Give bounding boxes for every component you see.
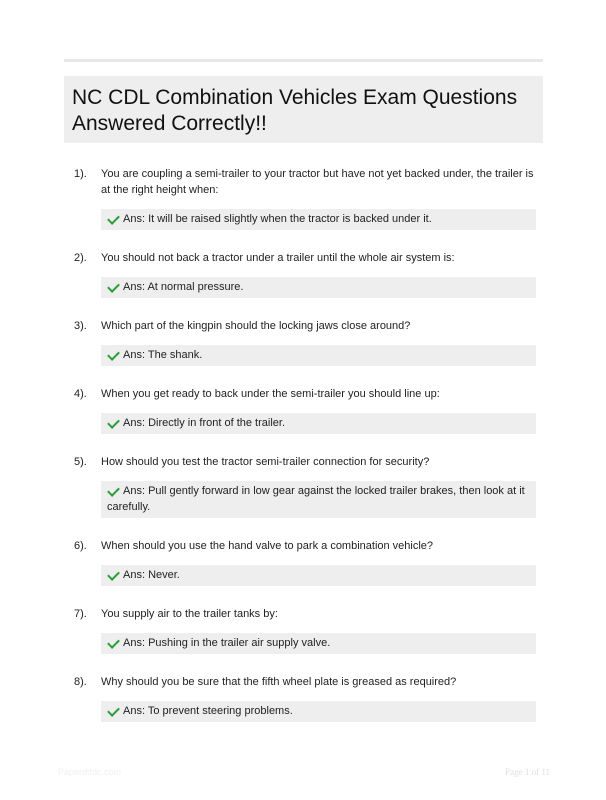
question-text: Why should you be sure that the fifth wheel plate is greased as required?	[101, 676, 457, 688]
document-title: NC CDL Combination Vehicles Exam Questions Answered Correctly!!	[72, 86, 518, 135]
question-text: You are coupling a semi-trailer to your tractor but have not yet backed under, the trailer is at the right height when:	[101, 168, 534, 196]
answer-text: Ans: Pushing in the trailer air supply valve.	[123, 637, 331, 649]
qa-item	[74, 454, 536, 518]
answer-text: Ans: Directly in front of the trailer.	[123, 417, 286, 429]
qa-item	[74, 606, 536, 654]
checkmark-icon	[107, 348, 120, 361]
answer-text: Ans: The shank.	[123, 349, 203, 361]
question-text: You should not back a tractor under a trailer until the whole air system is:	[101, 252, 455, 264]
question-text: When you get ready to back under the semi-trailer you should line up:	[101, 388, 440, 400]
question-text: When should you use the hand valve to park a combination vehicle?	[101, 540, 434, 552]
answer-text: Ans: Never.	[123, 569, 180, 581]
question-number: 1).	[74, 168, 87, 180]
question-number: 5).	[74, 456, 87, 468]
qa-item	[74, 674, 536, 722]
checkmark-icon	[107, 280, 120, 293]
question-number: 6).	[74, 540, 87, 552]
page-number: Page 1 of 11	[505, 767, 550, 777]
question-number: 7).	[74, 608, 87, 620]
answer-text: Ans: Pull gently forward in low gear against the locked trailer brakes, then look at it carefully.	[107, 485, 525, 513]
question-text: How should you test the tractor semi-trailer connection for security?	[101, 456, 430, 468]
qa-item	[74, 538, 536, 586]
answer-box	[101, 701, 536, 722]
question-text: You supply air to the trailer tanks by:	[101, 608, 278, 620]
answer-box	[101, 413, 536, 434]
checkmark-icon	[107, 416, 120, 429]
qa-item	[74, 166, 536, 230]
title-banner	[64, 76, 543, 143]
question-number: 3).	[74, 320, 87, 332]
footer-watermark: Paperdtfdc.com	[58, 767, 122, 777]
checkmark-icon	[107, 704, 120, 717]
top-divider	[64, 59, 543, 62]
checkmark-icon	[107, 212, 120, 225]
question-number: 4).	[74, 388, 87, 400]
answer-text: Ans: At normal pressure.	[123, 281, 244, 293]
qa-item	[74, 386, 536, 434]
answer-text: Ans: It will be raised slightly when the tractor is backed under it.	[123, 213, 432, 225]
question-number: 8).	[74, 676, 87, 688]
qa-item	[74, 318, 536, 366]
checkmark-icon	[107, 568, 120, 581]
qa-item	[74, 250, 536, 298]
answer-text: Ans: To prevent steering problems.	[123, 705, 293, 717]
question-list	[74, 166, 536, 742]
answer-box	[101, 209, 536, 230]
answer-box	[101, 481, 536, 518]
question-text: Which part of the kingpin should the locking jaws close around?	[101, 320, 411, 332]
answer-box	[101, 633, 536, 654]
checkmark-icon	[107, 484, 120, 497]
answer-box	[101, 277, 536, 298]
checkmark-icon	[107, 636, 120, 649]
question-number: 2).	[74, 252, 87, 264]
answer-box	[101, 345, 536, 366]
answer-box	[101, 565, 536, 586]
